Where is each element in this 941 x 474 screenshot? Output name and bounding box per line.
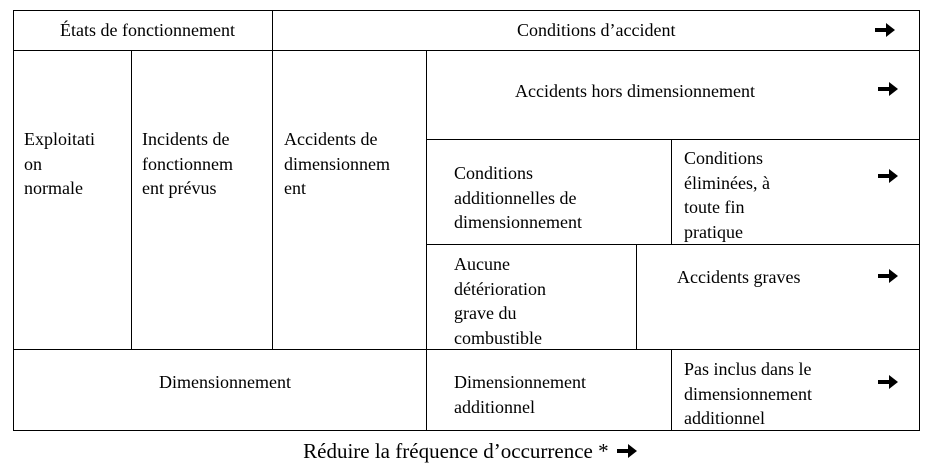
grid-line-accident-divider: [426, 50, 427, 431]
no-fuel-degradation-label: Aucune détérioration grave du combustible: [454, 254, 546, 348]
arrow-right-icon: [877, 267, 899, 285]
grid-line-beyond-design-bottom: [426, 139, 920, 140]
grid-line-right: [919, 10, 920, 431]
arrow-right-icon: [877, 373, 899, 391]
grid-line-top: [13, 10, 920, 11]
grid-line-extension-divider: [671, 139, 672, 245]
frequency-footer-text: Réduire la fréquence d’occurrence *: [303, 439, 609, 463]
design-basis-accidents-label: Accidents de dimensionnem ent: [284, 129, 390, 198]
arrow-right-icon: [616, 442, 638, 460]
arrow-right-icon: [877, 167, 899, 185]
grid-line-header-bottom: [13, 50, 920, 51]
frequency-footer: [0, 437, 941, 465]
design-label: Dimensionnement: [159, 372, 291, 392]
grid-line-left: [13, 10, 14, 431]
beyond-design-label: Accidents hors dimensionnement: [515, 81, 755, 101]
practically-eliminated-label: Conditions éliminées, à toute fin pratique: [684, 148, 770, 242]
grid-line-design-extension-bottom: [426, 244, 920, 245]
anticipated-incidents-label: Incidents de fonctionnem ent prévus: [142, 129, 233, 198]
severe-accidents-label: Accidents graves: [677, 267, 801, 287]
accident-conditions-header: Conditions d’accident: [517, 20, 676, 40]
grid-line-severe-divider: [636, 244, 637, 350]
arrow-right-icon: [877, 80, 899, 98]
arrow-right-icon: [874, 21, 896, 39]
not-included-label: Pas inclus dans le dimensionnement additionnel: [684, 359, 812, 428]
normal-operation-label: Exploitati on normale: [24, 129, 95, 198]
operating-states-header: États de fonctionnement: [60, 20, 235, 40]
grid-line-header-divider: [272, 10, 273, 350]
grid-line-normal-divider: [131, 50, 132, 350]
design-extension-label: Conditions additionnelles de dimensionnement: [454, 163, 582, 232]
additional-design-label: Dimensionnement additionnel: [454, 372, 586, 417]
grid-line-not-included-divider: [671, 349, 672, 431]
